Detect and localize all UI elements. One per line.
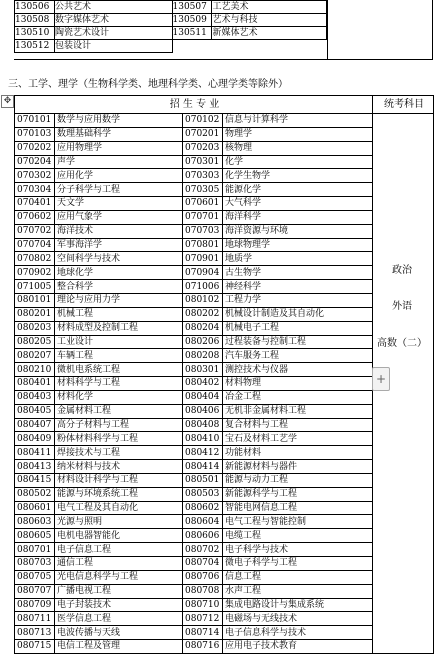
table-row [15,612,434,626]
table-row [15,210,434,224]
major-code: 080101 [15,293,55,307]
table-header-row [15,96,434,114]
major-code: 130510 [15,27,55,40]
major-name: 数学与应用数学 [55,114,183,128]
major-name: 应用电子技术教育 [223,640,373,654]
major-code: 080702 [183,543,223,557]
major-name: 功能材料 [223,446,373,460]
major-name: 光电信息科学与工程 [55,570,183,584]
major-name: 分子科学与工程 [55,183,183,197]
table-row [15,363,434,377]
table-row [15,473,434,487]
major-code: 070203 [183,141,223,155]
major-code: 070702 [15,224,55,238]
major-code: 130509 [172,14,212,27]
major-name: 工程力学 [223,293,373,307]
table-row [15,127,434,141]
table-row [15,432,434,446]
major-name: 核物理 [223,141,373,155]
top-table-bottom-border [14,59,433,60]
major-name: 整合科学 [55,280,183,294]
major-code: 080407 [15,418,55,432]
top-table-row [15,1,327,14]
major-code: 080415 [15,473,55,487]
major-name: 微电子科学与工程 [223,557,373,571]
major-name: 地质学 [223,252,373,266]
major-code: 080703 [15,557,55,571]
major-name: 新能源科学与工程 [223,487,373,501]
major-name: 海洋技术 [55,224,183,238]
major-code: 080102 [183,293,223,307]
major-name: 复合材料与工程 [223,418,373,432]
major-code: 070102 [183,114,223,128]
table-row [15,446,434,460]
major-code: 080412 [183,446,223,460]
major-code: 080201 [15,307,55,321]
subject-politics: 政治 [392,265,412,276]
major-code: 080714 [183,626,223,640]
table-row [15,557,434,571]
table-row [15,598,434,612]
top-table-row [15,14,327,27]
major-code: 070303 [183,169,223,183]
table-row [15,418,434,432]
table-row [15,487,434,501]
major-name: 材料化学 [55,390,183,404]
major-code: 130512 [15,40,55,53]
major-code: 080711 [15,612,55,626]
table-row [15,321,434,335]
major-code: 080502 [15,487,55,501]
major-name: 电缆工程 [223,529,373,543]
major-code: 080605 [15,529,55,543]
major-name: 测控技术与仪器 [223,363,373,377]
major-name: 高分子材料与工程 [55,418,183,432]
table-row [15,377,434,391]
major-name: 声学 [55,155,183,169]
major-name: 电气工程及其自动化 [55,501,183,515]
major-code: 080404 [183,390,223,404]
major-code: 070301 [183,155,223,169]
major-code: 080601 [15,501,55,515]
table-row [15,501,434,515]
top-table-right-divider [327,0,328,59]
major-name: 应用气象学 [55,210,183,224]
table-row [15,543,434,557]
major-code: 070901 [183,252,223,266]
major-name: 古生物学 [223,266,373,280]
major-code: 130507 [172,1,212,14]
major-name: 电子信息科学与技术 [223,626,373,640]
major-name: 工艺美术 [212,1,327,14]
major-code: 070602 [15,210,55,224]
major-name: 公共艺术 [54,1,172,14]
major-code [172,40,212,53]
major-name: 海洋资源与环境 [223,224,373,238]
major-name: 材料设计科学与工程 [55,473,183,487]
major-code: 070401 [15,197,55,211]
table-row [15,404,434,418]
major-code: 080403 [15,390,55,404]
major-name: 医学信息工程 [55,612,183,626]
major-name: 电机电器智能化 [55,529,183,543]
major-name: 军事海洋学 [55,238,183,252]
major-code: 070305 [183,183,223,197]
major-name: 微机电系统工程 [55,363,183,377]
major-name: 化学生物学 [223,169,373,183]
table-row [15,335,434,349]
major-name: 能源化学 [223,183,373,197]
major-name: 光源与照明 [55,515,183,529]
major-name: 信息工程 [223,570,373,584]
major-code: 080414 [183,460,223,474]
major-name: 化学 [223,155,373,169]
top-table-row [15,27,327,40]
top-table-row [15,40,327,53]
table-row [15,515,434,529]
header-subject: 统考科目 [373,96,434,114]
subject-foreign-language: 外语 [392,301,412,312]
major-name: 车辆工程 [55,349,183,363]
section-title: 三、工学、理学（生物科学类、地理科学类、心理学类等除外） [8,79,288,90]
major-name: 材料科学与工程 [55,377,183,391]
major-name: 艺术与科技 [212,14,327,27]
major-name: 新能源材料与器件 [223,460,373,474]
major-name: 电子科学与技术 [223,543,373,557]
major-code: 080602 [183,501,223,515]
major-code: 080409 [15,432,55,446]
top-table-outer-border [432,0,433,60]
table-row [15,529,434,543]
major-code: 080202 [183,307,223,321]
major-name: 神经科学 [223,280,373,294]
major-code: 080710 [183,598,223,612]
major-name: 冶金工程 [223,390,373,404]
major-code: 080402 [183,377,223,391]
major-name: 数字媒体艺术 [54,14,172,27]
add-button[interactable]: + [372,367,390,391]
major-code: 070302 [15,169,55,183]
major-code: 080208 [183,349,223,363]
major-name: 材料物理 [223,377,373,391]
major-name: 陶瓷艺术设计 [54,27,172,40]
major-code: 080413 [15,460,55,474]
major-code: 080501 [183,473,223,487]
major-code: 130506 [15,1,55,14]
major-code: 080204 [183,321,223,335]
major-name: 大气科学 [223,197,373,211]
major-code: 080705 [15,570,55,584]
major-code: 070202 [15,141,55,155]
major-code: 080205 [15,335,55,349]
major-code: 080712 [183,612,223,626]
table-row [15,293,434,307]
major-code: 070101 [15,114,55,128]
major-code: 080301 [183,363,223,377]
table-row [15,183,434,197]
table-row [15,626,434,640]
table-row [15,280,434,294]
major-name: 智能电网信息工程 [223,501,373,515]
major-code: 080401 [15,377,55,391]
move-icon[interactable]: ✥ [1,95,14,108]
majors-table-body [15,96,434,654]
major-name: 集成电路设计与集成系统 [223,598,373,612]
table-row [15,141,434,155]
major-name: 电子信息工程 [55,543,183,557]
major-name: 空间科学与技术 [55,252,183,266]
major-name: 机械电子工程 [223,321,373,335]
major-code: 070601 [183,197,223,211]
table-row [15,197,434,211]
major-code: 070103 [15,127,55,141]
major-code: 070703 [183,224,223,238]
major-code: 070701 [183,210,223,224]
major-name [212,40,327,53]
major-code: 080503 [183,487,223,501]
major-code: 130508 [15,14,55,27]
major-code: 080606 [183,529,223,543]
major-code: 080701 [15,543,55,557]
major-code: 080704 [183,557,223,571]
table-row [15,169,434,183]
major-code: 080406 [183,404,223,418]
major-name: 天文学 [55,197,183,211]
major-name: 电波传播与天线 [55,626,183,640]
major-name: 地球物理学 [223,238,373,252]
major-name: 地球化学 [55,266,183,280]
major-name: 汽车服务工程 [223,349,373,363]
table-row [15,114,434,128]
major-code: 080207 [15,349,55,363]
major-name: 能源与动力工程 [223,473,373,487]
major-name: 无机非金属材料工程 [223,404,373,418]
major-code: 130511 [172,27,212,40]
major-code: 070201 [183,127,223,141]
major-name: 广播电视工程 [55,584,183,598]
major-code: 080603 [15,515,55,529]
table-row [15,266,434,280]
table-row [15,570,434,584]
major-code: 080405 [15,404,55,418]
major-name: 信息与计算科学 [223,114,373,128]
major-code: 080706 [183,570,223,584]
table-row [15,390,434,404]
major-name: 纳米材料与技术 [55,460,183,474]
major-code: 080206 [183,335,223,349]
table-row [15,584,434,598]
major-name: 宝石及材料工艺学 [223,432,373,446]
major-name: 能源与环境系统工程 [55,487,183,501]
table-row [15,460,434,474]
major-code: 080709 [15,598,55,612]
major-name: 数理基础科学 [55,127,183,141]
major-code: 080708 [183,584,223,598]
major-name: 机械工程 [55,307,183,321]
major-name: 材料成型及控制工程 [55,321,183,335]
major-code: 080713 [15,626,55,640]
major-code: 071005 [15,280,55,294]
major-code: 080604 [183,515,223,529]
major-code: 070904 [183,266,223,280]
major-name: 新媒体艺术 [212,27,327,40]
major-code: 070704 [15,238,55,252]
major-code: 080210 [15,363,55,377]
major-code: 080707 [15,584,55,598]
subject-advanced-math: 高数（二） [377,338,427,349]
major-name: 应用化学 [55,169,183,183]
major-name: 理论与应用力学 [55,293,183,307]
major-code: 080715 [15,640,55,654]
table-row [15,155,434,169]
major-name: 物理学 [223,127,373,141]
major-code: 080408 [183,418,223,432]
major-name: 通信工程 [55,557,183,571]
major-code: 080410 [183,432,223,446]
major-name: 电气工程与智能控制 [223,515,373,529]
table-row [15,640,434,654]
table-row [15,307,434,321]
major-name: 水声工程 [223,584,373,598]
major-name: 海洋科学 [223,210,373,224]
major-name: 工业设计 [55,335,183,349]
major-code: 080203 [15,321,55,335]
major-name: 机械设计制造及其自动化 [223,307,373,321]
major-name: 电磁场与无线技术 [223,612,373,626]
table-row [15,224,434,238]
major-name: 粉体材料科学与工程 [55,432,183,446]
major-name: 焊接技术与工程 [55,446,183,460]
major-code: 070902 [15,266,55,280]
major-name: 过程装备与控制工程 [223,335,373,349]
major-code: 070802 [15,252,55,266]
major-code: 070204 [15,155,55,169]
previous-majors-table [14,0,327,53]
major-name: 应用物理学 [55,141,183,155]
table-row [15,252,434,266]
header-major: 招 生 专 业 [15,96,373,114]
major-code: 070304 [15,183,55,197]
major-name: 电子封装技术 [55,598,183,612]
major-name: 电信工程及管理 [55,640,183,654]
table-row [15,349,434,363]
major-code: 070801 [183,238,223,252]
major-code: 080716 [183,640,223,654]
major-name: 包装设计 [54,40,172,53]
major-code: 071006 [183,280,223,294]
previous-majors-body [15,1,327,53]
major-code: 080411 [15,446,55,460]
table-row [15,238,434,252]
major-name: 金属材料工程 [55,404,183,418]
